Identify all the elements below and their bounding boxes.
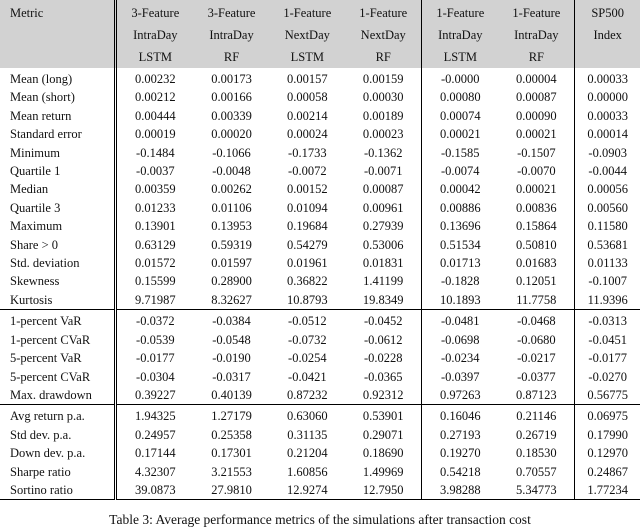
metric-value: -0.0313 <box>575 310 640 331</box>
metric-value: -0.0365 <box>363 369 403 384</box>
table-row <box>0 368 640 386</box>
metric-value: 0.00021 <box>516 182 557 197</box>
metric-value: 0.17990 <box>575 426 640 444</box>
metric-value: -0.0612 <box>363 332 403 347</box>
table-row <box>0 217 640 235</box>
metric-value: 0.87232 <box>269 386 345 405</box>
metric-value: -0.0421 <box>288 369 327 384</box>
header-line: IntraDay <box>514 28 559 42</box>
table-row <box>0 291 640 310</box>
header-line: LSTM <box>443 50 477 64</box>
header-line: IntraDay <box>438 28 483 42</box>
metric-value: -0.0000 <box>422 68 499 88</box>
metric-value: 0.00444 <box>116 107 194 125</box>
table-row <box>0 107 640 125</box>
metric-value: 0.12051 <box>516 274 557 289</box>
metric-value: 0.87123 <box>498 386 575 405</box>
metric-value: -0.0451 <box>575 331 640 349</box>
table-row <box>0 426 640 444</box>
header-line: 1-Feature <box>512 6 561 20</box>
metric-value: 0.00166 <box>211 90 252 105</box>
metric-value: 0.00058 <box>287 90 328 105</box>
metric-value: 0.00152 <box>287 182 328 197</box>
header-column <box>116 0 194 68</box>
metric-value: -0.0452 <box>363 314 403 329</box>
metric-value: -0.0481 <box>422 310 499 331</box>
metric-value: 0.12970 <box>575 444 640 462</box>
metric-value: 0.17301 <box>211 446 252 461</box>
metric-value: -0.1066 <box>212 145 251 160</box>
metric-label: Minimum <box>10 145 61 160</box>
table-row <box>0 349 640 367</box>
metric-value: 0.00173 <box>211 72 252 86</box>
metric-value: 3.98288 <box>422 481 499 500</box>
metric-value: -0.0074 <box>422 162 499 180</box>
header-line: 3-Feature <box>207 6 256 20</box>
metric-value: 1.77234 <box>575 481 640 500</box>
metric-value: 0.00961 <box>362 200 404 215</box>
metric-value: -0.0317 <box>212 369 251 384</box>
metric-value: 0.00836 <box>516 200 557 215</box>
metric-value: -0.0698 <box>422 331 499 349</box>
metric-value: 1.60856 <box>287 464 328 479</box>
table-row <box>0 180 640 198</box>
metric-label: Mean (long) <box>10 72 73 86</box>
metric-value: -0.0254 <box>288 351 327 366</box>
metric-label: Quartile 3 <box>10 200 61 215</box>
metric-value: -0.0270 <box>575 368 640 386</box>
metric-value: 0.21146 <box>516 409 557 424</box>
metric-value: 1.49969 <box>362 464 404 479</box>
table-row <box>0 254 640 272</box>
header-column <box>498 0 575 68</box>
metric-value: 0.00212 <box>116 88 194 106</box>
metric-value: 0.01831 <box>362 256 404 271</box>
table-row <box>0 272 640 290</box>
table-row <box>0 405 640 426</box>
table-row <box>0 481 640 500</box>
metric-value: -0.0048 <box>212 164 251 179</box>
metric-value: -0.0070 <box>517 164 556 179</box>
header-line: 1-Feature <box>283 6 332 20</box>
metric-value: 0.53681 <box>575 236 640 254</box>
metric-value: 0.15864 <box>516 219 557 234</box>
metric-label: 1-percent CVaR <box>10 332 91 347</box>
metric-value: 0.11580 <box>575 217 640 235</box>
header-line: NextDay <box>284 28 330 42</box>
metric-value: 0.50810 <box>516 237 557 252</box>
table-row <box>0 125 640 143</box>
metric-value: -0.0190 <box>212 351 251 366</box>
metric-value: 0.19684 <box>287 219 328 234</box>
metric-value: 12.7950 <box>345 481 422 500</box>
header-line: RF <box>528 50 544 64</box>
metric-value: 0.92312 <box>345 386 422 405</box>
metric-value: -0.0377 <box>517 369 556 384</box>
header-line: 1-Feature <box>359 6 408 20</box>
metric-value: 0.17144 <box>116 444 194 462</box>
metric-value: -0.0903 <box>575 144 640 162</box>
metric-value: -0.1585 <box>422 144 499 162</box>
metric-value: -0.0512 <box>288 314 327 329</box>
metric-value: 4.32307 <box>116 463 194 481</box>
metric-value: 0.56775 <box>575 386 640 405</box>
metric-label: Down dev. p.a. <box>10 446 86 461</box>
metric-value: 0.00157 <box>287 72 328 86</box>
metric-value: 0.00090 <box>516 108 557 123</box>
metric-value: 0.00359 <box>116 180 194 198</box>
metric-label: 1-percent VaR <box>10 314 82 329</box>
metric-value: 0.59319 <box>211 237 252 252</box>
metric-value: 19.8349 <box>345 291 422 310</box>
metric-value: 0.00232 <box>116 68 194 88</box>
metric-value: 1.41199 <box>363 274 404 289</box>
metric-value: 0.27939 <box>362 219 404 234</box>
metric-value: 0.51534 <box>422 236 499 254</box>
metric-value: -0.0177 <box>575 349 640 367</box>
metric-value: 0.53901 <box>362 409 404 424</box>
header-line: 1-Feature <box>436 6 485 20</box>
metric-value: 0.00019 <box>116 125 194 143</box>
header-line: 3-Feature <box>131 6 180 20</box>
table-row <box>0 199 640 217</box>
table-caption: Table 3: Average performance metrics of the simulations after transaction cost <box>109 512 531 527</box>
metric-value: 0.00074 <box>422 107 499 125</box>
metric-value: 0.31135 <box>287 427 328 442</box>
metric-label: Std dev. p.a. <box>10 427 72 442</box>
metric-value: 10.8793 <box>269 291 345 310</box>
metric-value: -0.0217 <box>517 351 556 366</box>
table-row <box>0 68 640 88</box>
metric-value: 0.26719 <box>516 427 557 442</box>
header-column <box>422 0 499 68</box>
metric-value: -0.0072 <box>288 164 327 179</box>
table-row <box>0 162 640 180</box>
metric-value: 0.63060 <box>287 409 328 424</box>
table-row <box>0 463 640 481</box>
metric-value: -0.1362 <box>363 145 403 160</box>
header-line: LSTM <box>138 50 172 64</box>
metric-value: -0.0177 <box>116 349 194 367</box>
metric-label: Median <box>10 182 49 197</box>
metric-value: 1.27179 <box>211 409 252 424</box>
metric-value: -0.1507 <box>517 145 556 160</box>
metric-value: 12.9274 <box>269 481 345 500</box>
metric-value: -0.0732 <box>288 332 327 347</box>
metric-value: 0.01683 <box>516 256 557 271</box>
metric-value: -0.1007 <box>575 272 640 290</box>
table-row <box>0 88 640 106</box>
metric-value: -0.0071 <box>363 164 403 179</box>
metric-value: 0.63129 <box>116 236 194 254</box>
metric-value: 0.00020 <box>211 127 252 142</box>
metric-label: Mean (short) <box>10 90 75 105</box>
metric-value: 0.00056 <box>575 180 640 198</box>
metric-value: 0.53006 <box>362 237 404 252</box>
metric-value: 0.00087 <box>362 182 404 197</box>
metric-value: 0.01233 <box>116 199 194 217</box>
metric-value: 0.00004 <box>516 72 557 86</box>
metric-value: 0.29071 <box>362 427 404 442</box>
metric-value: 0.18530 <box>516 446 557 461</box>
header-row <box>0 0 640 68</box>
metric-label: Avg return p.a. <box>10 409 85 424</box>
metric-value: 0.01713 <box>422 254 499 272</box>
metric-value: 11.7758 <box>498 291 575 310</box>
metric-value: 0.00042 <box>422 180 499 198</box>
metric-value: 0.13901 <box>116 217 194 235</box>
metric-value: 0.00159 <box>362 72 404 86</box>
metric-value: 0.25358 <box>211 427 252 442</box>
metric-value: 0.27193 <box>422 426 499 444</box>
metric-value: 0.00014 <box>575 125 640 143</box>
header-line: RF <box>375 50 391 64</box>
metric-value: 10.1893 <box>422 291 499 310</box>
metric-value: 0.54279 <box>287 237 328 252</box>
metric-value: 0.01597 <box>211 256 252 271</box>
metric-value: 0.00023 <box>362 127 404 142</box>
metric-value: 0.00560 <box>575 199 640 217</box>
header-column <box>194 0 270 68</box>
metric-value: 0.19270 <box>422 444 499 462</box>
metric-value: 0.00033 <box>575 107 640 125</box>
metric-value: 39.0873 <box>116 481 194 500</box>
metric-value: 27.9810 <box>194 481 270 500</box>
metric-value: 0.00262 <box>211 182 252 197</box>
header-line: Metric <box>10 6 44 20</box>
metric-label: 5-percent VaR <box>10 351 82 366</box>
header-metric <box>0 0 116 68</box>
metric-value: 0.00886 <box>422 199 499 217</box>
metric-label: Maximum <box>10 219 63 234</box>
metric-value: 0.01133 <box>575 254 640 272</box>
metric-label: Share > 0 <box>10 237 59 252</box>
metric-value: 0.00339 <box>211 108 252 123</box>
metric-value: -0.0384 <box>212 314 251 329</box>
metric-value: 0.00189 <box>362 108 404 123</box>
metric-value: -0.0539 <box>116 331 194 349</box>
header-column <box>575 0 640 68</box>
metric-value: -0.0304 <box>116 368 194 386</box>
metric-value: -0.0548 <box>212 332 251 347</box>
metric-value: 0.00080 <box>422 88 499 106</box>
header-column <box>345 0 422 68</box>
metric-value: 0.00024 <box>287 127 328 142</box>
metric-value: 0.13696 <box>422 217 499 235</box>
header-line: IntraDay <box>133 28 178 42</box>
metric-value: 0.24957 <box>116 426 194 444</box>
header-line: RF <box>223 50 240 64</box>
table-row <box>0 310 640 331</box>
metric-value: -0.0228 <box>363 351 403 366</box>
header-line: LSTM <box>290 50 324 64</box>
table-row <box>0 444 640 462</box>
metric-value: 0.18690 <box>362 446 404 461</box>
metric-value: 0.00021 <box>422 125 499 143</box>
metric-value: -0.0680 <box>517 332 556 347</box>
metric-value: 0.01094 <box>287 200 328 215</box>
header-line: NextDay <box>360 28 406 42</box>
metric-value: 0.40139 <box>194 386 270 405</box>
metric-value: 0.16046 <box>422 405 499 426</box>
metric-value: 0.01961 <box>287 256 328 271</box>
metric-value: 0.00021 <box>516 127 557 142</box>
header-line: SP500 <box>591 6 625 20</box>
header-line: IntraDay <box>209 28 254 42</box>
metric-label: Sharpe ratio <box>10 464 71 479</box>
metric-value: -0.1484 <box>116 144 194 162</box>
metric-value: 11.9396 <box>575 291 640 310</box>
metric-label: Quartile 1 <box>10 164 61 179</box>
metric-value: 0.15599 <box>116 272 194 290</box>
metric-label: Mean return <box>10 108 72 123</box>
metric-value: 0.36822 <box>287 274 328 289</box>
metric-value: 8.32627 <box>194 291 270 310</box>
metric-value: -0.1733 <box>288 145 327 160</box>
metric-value: -0.0397 <box>422 368 499 386</box>
metric-value: -0.0372 <box>116 310 194 331</box>
metric-value: 0.54218 <box>422 463 499 481</box>
metric-label: Skewness <box>10 274 60 289</box>
metric-value: 0.00087 <box>516 90 557 105</box>
metric-value: -0.0044 <box>575 162 640 180</box>
table-row <box>0 144 640 162</box>
metric-label: Std. deviation <box>10 256 80 271</box>
metric-value: -0.0468 <box>517 314 556 329</box>
table-row <box>0 236 640 254</box>
metric-label: Sortino ratio <box>0 481 116 500</box>
header-column <box>269 0 345 68</box>
metric-value: 0.00030 <box>362 90 404 105</box>
metric-label: Kurtosis <box>0 291 116 310</box>
metric-value: 0.28900 <box>211 274 252 289</box>
metric-value: 0.21204 <box>287 446 328 461</box>
metric-label: Standard error <box>10 127 82 142</box>
metric-value: 0.39227 <box>116 386 194 405</box>
table-row <box>0 386 640 405</box>
metric-value: 0.01106 <box>211 200 252 215</box>
table-row <box>0 331 640 349</box>
metric-value: 0.00033 <box>575 68 640 88</box>
metric-value: 0.00214 <box>287 108 328 123</box>
metric-value: 0.24867 <box>575 463 640 481</box>
metric-value: 1.94325 <box>116 405 194 426</box>
metric-value: 9.71987 <box>116 291 194 310</box>
metric-value: -0.1828 <box>422 272 499 290</box>
metric-value: 0.06975 <box>575 405 640 426</box>
metric-label: Max. drawdown <box>0 386 116 405</box>
metric-label: 5-percent CVaR <box>10 369 91 384</box>
metric-value: -0.0234 <box>422 349 499 367</box>
metric-value: 0.00000 <box>575 88 640 106</box>
metric-value: 0.01572 <box>116 254 194 272</box>
header-line: Index <box>593 28 622 42</box>
metric-value: 3.21553 <box>211 464 252 479</box>
metric-value: 0.70557 <box>516 464 557 479</box>
metric-value: 0.97263 <box>422 386 499 405</box>
metric-value: -0.0037 <box>116 162 194 180</box>
metric-value: 0.13953 <box>211 219 252 234</box>
metric-value: 5.34773 <box>498 481 575 500</box>
